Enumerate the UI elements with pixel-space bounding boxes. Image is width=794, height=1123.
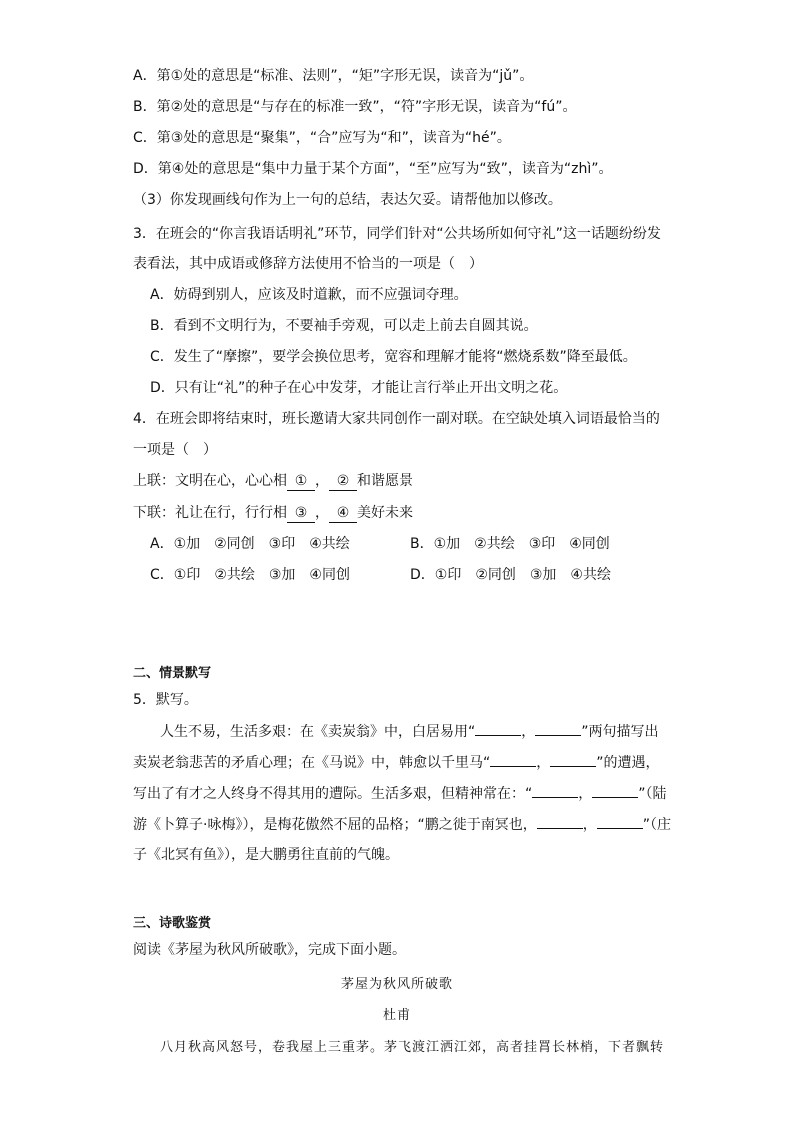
- couplet-lower-suffix: 美好未来: [357, 505, 413, 521]
- q5-text: ”的遭遇，: [596, 755, 660, 771]
- q3-stem-line2: 表看法，其中成语或修辞方法使用不恰当的一项是（ ）: [133, 256, 483, 272]
- section-title-3: 三、诗歌鉴赏: [133, 916, 212, 931]
- q5-text: ，: [578, 786, 593, 802]
- q3-option-a: A．妨碍到别人，应该及时道歉，而不应强词夺理。: [150, 287, 468, 303]
- answer-blank[interactable]: [550, 752, 596, 767]
- q5-text: ”（陆: [638, 786, 667, 802]
- q5-text: ”两句描写出: [581, 724, 659, 740]
- q2-option-b: B．第②处的意思是“与存在的标准一致”，“符”字形无误，读音为“fú”。: [133, 99, 577, 115]
- couplet-upper-prefix: 上联：文明在心，心心相: [133, 473, 287, 489]
- q3-option-c: C．发生了“摩擦”，要学会换位思考，宽容和理解才能将“燃烧系数”降至最低。: [150, 349, 637, 365]
- poem-author: 杜甫: [382, 1008, 411, 1023]
- answer-blank[interactable]: [532, 783, 578, 798]
- section-title-2: 二、情景默写: [133, 666, 212, 681]
- couplet-upper-suffix: 和谐愿景: [357, 473, 413, 489]
- q3-option-b: B．看到不文明行为，不要袖手旁观，可以走上前去自圆其说。: [150, 318, 538, 334]
- answer-blank[interactable]: [535, 721, 581, 736]
- q5-text: ，: [521, 724, 536, 740]
- poem-first-line: 八月秋高风怒号，卷我屋上三重茅。茅飞渡江洒江郊，高者挂罥长林梢，下者飘转: [160, 1040, 665, 1055]
- q3-stem-line1: 3．在班会的“你言我语话明礼”环节，同学们针对“公共场所如何守礼”这一话题纷纷发: [133, 226, 661, 242]
- q5-text: 卖炭老翁悲苦的矛盾心理；在《马说》中，韩愈以千里马“: [133, 755, 491, 771]
- answer-blank[interactable]: [597, 814, 643, 829]
- couplet-lower: [133, 503, 413, 523]
- q5-paragraph-line1: [160, 721, 659, 742]
- couplet-upper-comma: ，: [315, 473, 329, 489]
- q5-paragraph-line4: [133, 814, 671, 835]
- q5-text: ，: [536, 755, 551, 771]
- answer-blank[interactable]: [592, 783, 638, 798]
- couplet-blank-4: ④: [329, 504, 357, 523]
- q5-paragraph-line3: [133, 783, 667, 804]
- poem-reading-instruction: 阅读《茅屋为秋风所破歌》，完成下面小题。: [133, 942, 406, 958]
- couplet-blank-2: ②: [329, 472, 357, 491]
- answer-blank[interactable]: [490, 752, 536, 767]
- answer-blank[interactable]: [475, 721, 521, 736]
- q5-text: ”（庄: [642, 817, 671, 833]
- couplet-blank-3: ③: [287, 504, 315, 523]
- q5-text: 写出了有才之人终身不得其用的遭际。生活多艰，但精神常在：“: [133, 786, 533, 802]
- q4-option-c: C．①印 ②共绘 ③加 ④同创: [150, 567, 350, 583]
- q5-text: ，: [582, 817, 597, 833]
- q4-option-a: A．①加 ②同创 ③印 ④共绘: [150, 536, 350, 552]
- couplet-lower-prefix: 下联：礼让在行，行行相: [133, 505, 287, 521]
- q2-option-a: A．第①处的意思是“标准、法则”，“矩”字形无误，读音为“jǔ”。: [133, 68, 534, 84]
- q2-option-d: D．第④处的意思是“集中力量于某个方面”，“至”应写为“致”，读音为“zhì”。: [133, 161, 613, 177]
- couplet-blank-1: ①: [287, 472, 315, 491]
- couplet-lower-comma: ，: [315, 505, 329, 521]
- q2-subquestion-3: （3）你发现画线句作为上一句的总结，表达欠妥。请帮他加以修改。: [133, 192, 562, 208]
- q5-text: 游《卜算子·咏梅》），是梅花傲然不屈的品格；“鹏之徙于南冥也，: [133, 817, 537, 833]
- q4-option-d: D．①印 ②同创 ③加 ④共绘: [410, 567, 611, 583]
- q4-stem-line2: 一项是（ ）: [133, 442, 217, 458]
- q5-stem: 5．默写。: [133, 692, 198, 708]
- q5-paragraph-line5: 子《北冥有鱼》），是大鹏勇往直前的气魄。: [133, 847, 399, 863]
- q2-option-c: C．第③处的意思是“聚集”，“合”应写为“和”，读音为“hé”。: [133, 130, 511, 146]
- q3-option-d: D．只有让“礼”的种子在心中发芽，才能让言行举止开出文明之花。: [150, 380, 568, 396]
- couplet-upper: [133, 471, 413, 491]
- q4-option-b: B．①加 ②共绘 ③印 ④同创: [410, 536, 610, 552]
- q5-paragraph-line2: [133, 752, 660, 773]
- q5-text: 人生不易，生活多艰：在《卖炭翁》中，白居易用“: [160, 724, 476, 740]
- poem-title: 茅屋为秋风所破歌: [340, 977, 453, 992]
- answer-blank[interactable]: [537, 814, 583, 829]
- q4-stem-line1: 4．在班会即将结束时，班长邀请大家共同创作一副对联。在空缺处填入词语最恰当的: [133, 411, 660, 427]
